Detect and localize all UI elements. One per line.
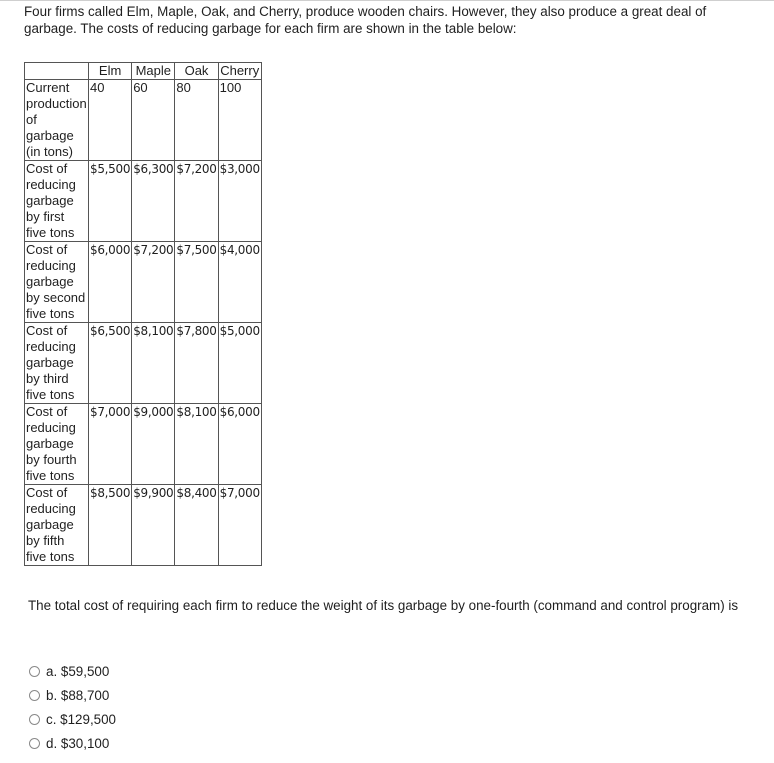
option-text: $129,500 xyxy=(60,711,117,727)
row-label: Cost of reducing garbage by second five tons xyxy=(25,242,89,323)
option-text: $30,100 xyxy=(60,735,110,751)
answer-options xyxy=(29,659,116,755)
table-cell: $7,200 xyxy=(132,242,175,323)
table-cell: 100 xyxy=(218,80,261,161)
table-cell: $8,400 xyxy=(175,485,218,566)
option-letter: d. xyxy=(46,735,58,751)
table-cell: 80 xyxy=(175,80,218,161)
table-cell: 60 xyxy=(132,80,175,161)
radio-button[interactable] xyxy=(29,666,40,677)
option-text: $59,500 xyxy=(60,663,110,679)
question-text: The total cost of requiring each firm to reduce the weight of its garbage by one-fourth (command and control program) is xyxy=(28,598,739,613)
radio-button[interactable] xyxy=(29,738,40,749)
radio-button[interactable] xyxy=(29,714,40,725)
table-cell: $3,000 xyxy=(218,161,261,242)
table-cell: $9,000 xyxy=(132,404,175,485)
table-cell: $9,900 xyxy=(132,485,175,566)
table-row xyxy=(25,242,262,323)
row-label: Cost of reducing garbage by third five tons xyxy=(25,323,89,404)
table-cell: 40 xyxy=(89,80,132,161)
table-header-cell: Cherry xyxy=(218,63,261,80)
table-cell: $7,000 xyxy=(89,404,132,485)
table-cell: $4,000 xyxy=(218,242,261,323)
table-header-cell: Maple xyxy=(132,63,175,80)
table-cell: $8,100 xyxy=(175,404,218,485)
table-cell: $5,500 xyxy=(89,161,132,242)
row-label: Cost of reducing garbage by fifth five tons xyxy=(25,485,89,566)
table-row xyxy=(25,323,262,404)
table-cell: $7,500 xyxy=(175,242,218,323)
garbage-cost-table xyxy=(24,62,262,566)
table-cell: $6,000 xyxy=(89,242,132,323)
table-cell: $5,000 xyxy=(218,323,261,404)
option-letter: c. xyxy=(46,711,57,727)
table-row xyxy=(25,161,262,242)
row-label: Cost of reducing garbage by fourth five tons xyxy=(25,404,89,485)
answer-option-d[interactable] xyxy=(29,731,116,755)
table-cell: $7,000 xyxy=(218,485,261,566)
table-cell: $6,500 xyxy=(89,323,132,404)
table-row xyxy=(25,404,262,485)
option-letter: b. xyxy=(46,687,58,703)
answer-option-c[interactable] xyxy=(29,707,116,731)
radio-button[interactable] xyxy=(29,690,40,701)
answer-option-b[interactable] xyxy=(29,683,116,707)
table-header-row xyxy=(25,63,262,80)
option-letter: a. xyxy=(46,663,58,679)
table-cell: $7,200 xyxy=(175,161,218,242)
table-cell: $6,300 xyxy=(132,161,175,242)
answer-option-a[interactable] xyxy=(29,659,116,683)
table-header-cell: Elm xyxy=(89,63,132,80)
table-header-cell xyxy=(25,63,89,80)
row-label: Current production of garbage (in tons) xyxy=(26,80,87,159)
table-row xyxy=(25,80,262,161)
table-cell: $6,000 xyxy=(218,404,261,485)
table-cell: $8,100 xyxy=(132,323,175,404)
problem-intro: Four firms called Elm, Maple, Oak, and Cherry, produce wooden chairs. However, they also produce a great deal of garbage. The costs of reducing garbage for each firm are shown in the table below: xyxy=(24,4,707,36)
table-row xyxy=(25,485,262,566)
top-divider xyxy=(0,0,774,1)
table-header-cell: Oak xyxy=(175,63,218,80)
option-text: $88,700 xyxy=(60,687,110,703)
table-cell: $8,500 xyxy=(89,485,132,566)
table-cell: $7,800 xyxy=(175,323,218,404)
row-label: Cost of reducing garbage by first five tons xyxy=(25,161,89,242)
